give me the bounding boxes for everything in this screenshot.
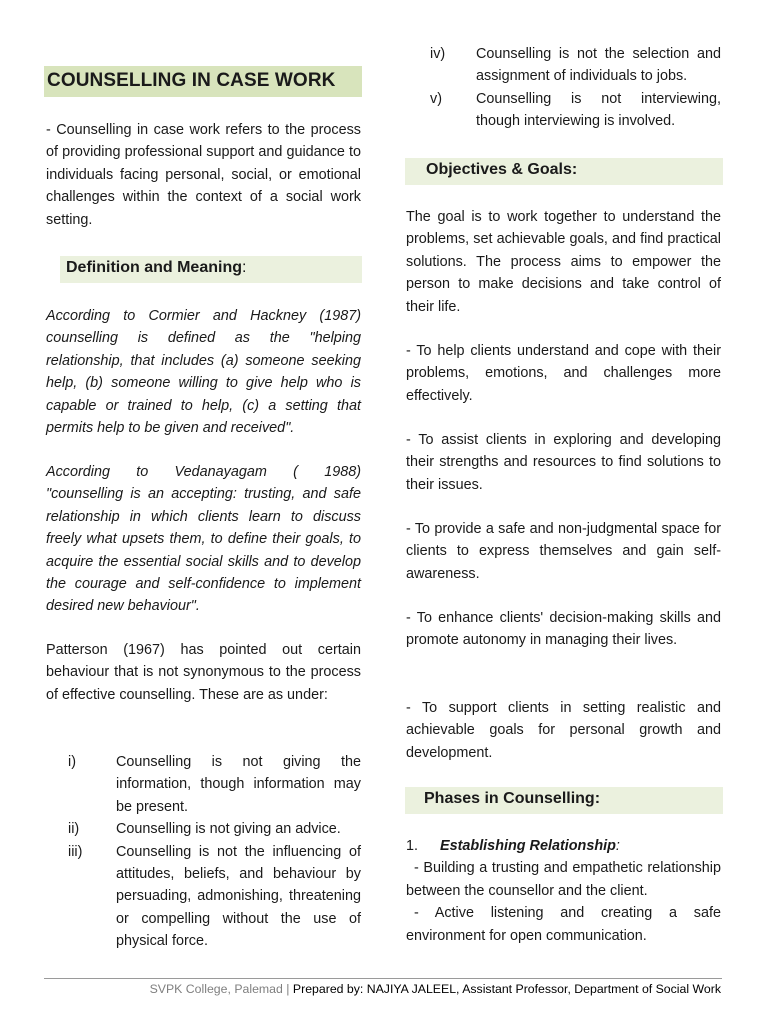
cormier-hackney-quote: According to Cormier and Hackney (1987) counselling is defined as the "helping relationship, that includes (a) someone seeking help, (b) someone willing to give help who is capable or trained to help, (c) a setting that permits help to be given and received". bbox=[46, 308, 361, 437]
footer-college: SVPK College, Palemad bbox=[149, 982, 283, 996]
phase-1-title: Establishing Relationship bbox=[440, 838, 616, 854]
page-title: COUNSELLING IN CASE WORK bbox=[47, 70, 336, 91]
objective-item: - To enhance clients' decision-making skills and promote autonomy in managing their lives. bbox=[406, 610, 721, 649]
definition-heading-box bbox=[60, 256, 362, 283]
not-counselling-list-part2 bbox=[430, 43, 721, 133]
objectives-heading: Objectives & Goals: bbox=[426, 161, 578, 178]
list-item: i) Counselling is not giving the information, though information may be present. bbox=[68, 754, 361, 815]
phases-heading: Phases in Counselling: bbox=[424, 790, 601, 807]
list-item: ii) Counselling is not giving an advice. bbox=[68, 821, 341, 838]
phase-1-title-line: 1. Establishing Relationship: bbox=[406, 835, 721, 857]
vedanayagam-quote-intro: According to Vedanayagam ( 1988) bbox=[46, 464, 361, 480]
patterson-paragraph: Patterson (1967) has pointed out certain behaviour that is not synonymous to the process of effective counselling. These are as under: bbox=[46, 642, 361, 703]
vedanayagam-quote-body: "counselling is an accepting: trusting, and safe relationship in which clients learn to discuss freely what upsets them, to define their goals, to acquire the essential social skills and to develop the courage and self-confidence to implement desired new behaviour". bbox=[46, 486, 361, 615]
objective-item: - To provide a safe and non-judgmental space for clients to express themselves and gain self-awareness. bbox=[406, 521, 721, 582]
phase-1-point: - Active listening and creating a safe environment for open communication. bbox=[406, 905, 721, 944]
intro-paragraph: - Counselling in case work refers to the process of providing professional support and guidance to individuals facing personal, social, or emotional challenges within the context of a social work setting. bbox=[46, 122, 361, 228]
definition-heading: Definition and Meaning: bbox=[66, 259, 247, 276]
objective-item: - To help clients understand and cope with their problems, emotions, and challenges more effectively. bbox=[406, 343, 721, 404]
list-item: v) Counselling is not interviewing, though interviewing is involved. bbox=[430, 90, 721, 130]
page-title-box bbox=[44, 66, 362, 97]
not-counselling-list-part1 bbox=[68, 751, 361, 953]
objective-item: - To support clients in setting realistic and achievable goals for personal growth and development. bbox=[406, 700, 721, 761]
phases-heading-box bbox=[405, 787, 723, 814]
footer-separator: | bbox=[286, 982, 290, 996]
list-item: iii) Counselling is not the influencing of attitudes, beliefs, and behaviour by persuading, admonishing, threatening or compelling without the use of physical force. bbox=[68, 843, 361, 950]
phase-1-number: 1. bbox=[406, 838, 419, 854]
list-item: iv) Counselling is not the selection and assignment of individuals to jobs. bbox=[430, 46, 721, 85]
phase-1 bbox=[406, 835, 721, 947]
objective-item: - To assist clients in exploring and developing their strengths and resources to find solutions to their issues. bbox=[406, 432, 721, 493]
vedanayagam-quote bbox=[46, 461, 361, 618]
objectives-heading-box bbox=[405, 158, 723, 185]
goal-paragraph: The goal is to work together to understand the problems, set achievable goals, and find practical solutions. The process aims to empower the person to make decisions and take control of their life. bbox=[406, 209, 721, 315]
phase-1-point: - Building a trusting and empathetic relationship between the counsellor and the client. bbox=[406, 860, 721, 899]
footer-divider bbox=[44, 978, 722, 979]
page-footer bbox=[150, 982, 721, 996]
footer-prepared-by: Prepared by: NAJIYA JALEEL, Assistant Professor, Department of Social Work bbox=[292, 982, 721, 996]
